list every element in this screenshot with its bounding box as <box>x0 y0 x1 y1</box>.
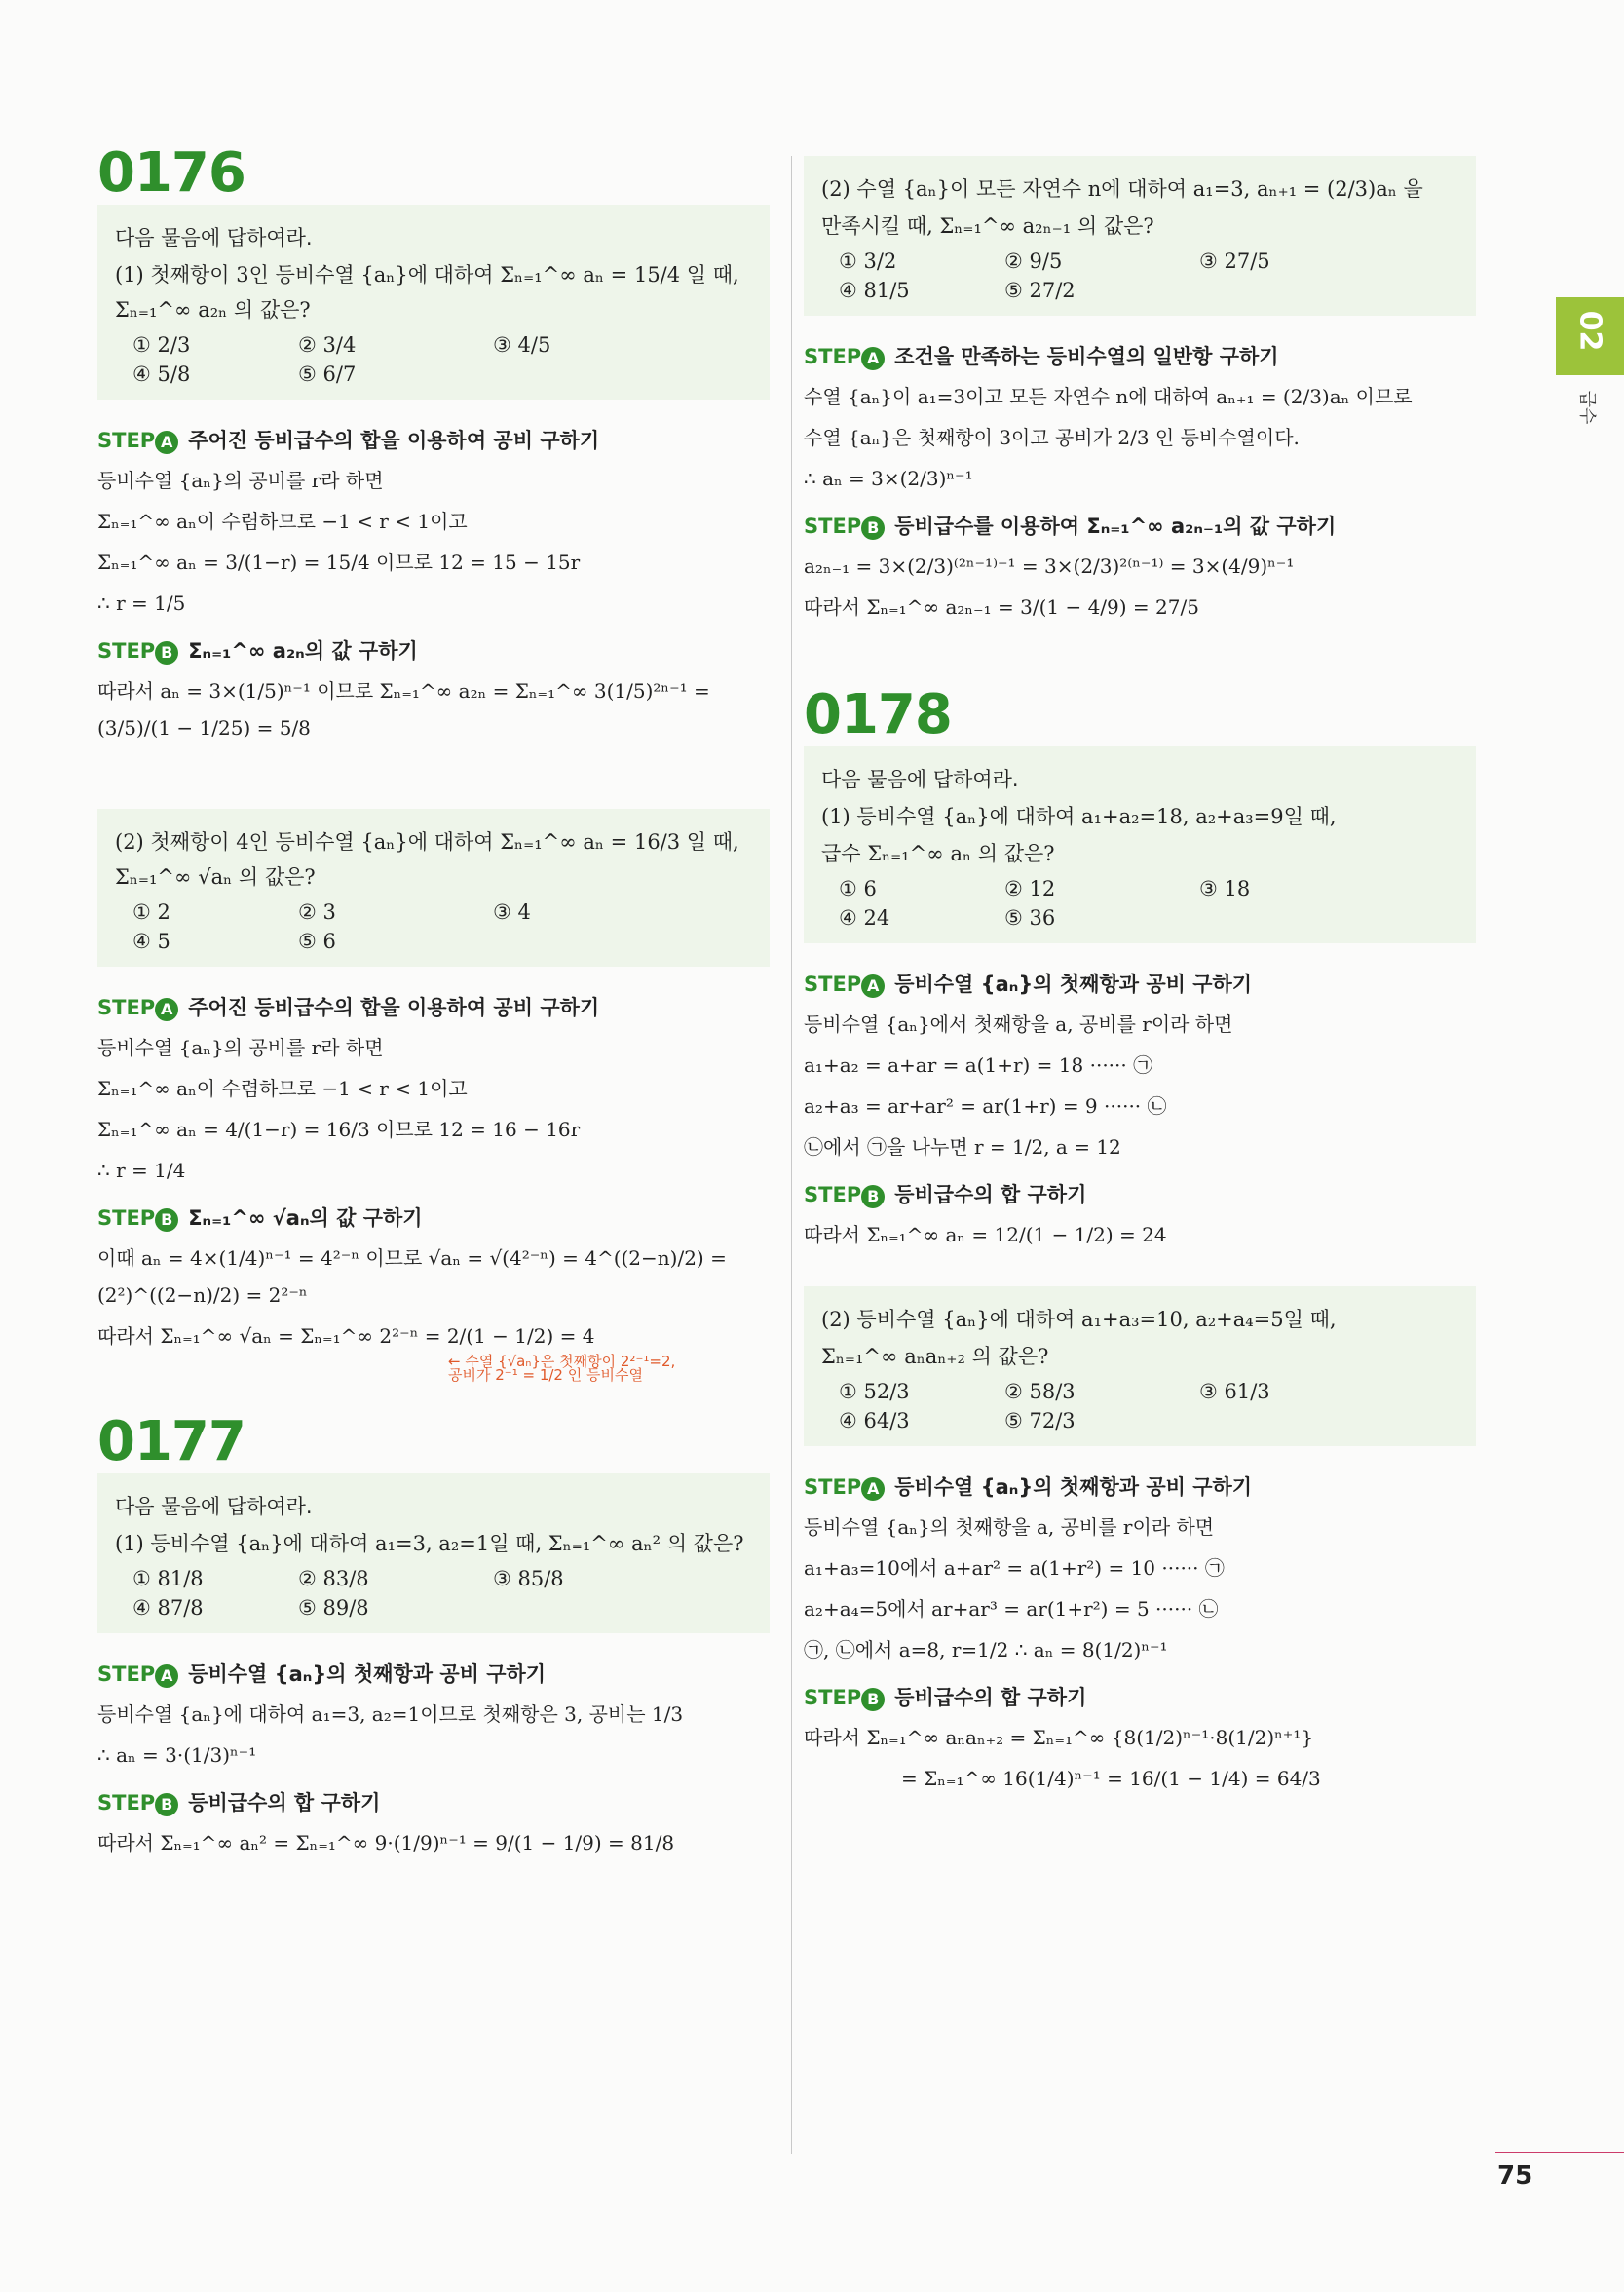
choice-list <box>839 249 1458 302</box>
solution-line: 등비수열 {aₙ}에 대하여 a₁=3, a₂=1이므로 첫째항은 3, 공비는 1/3 <box>97 1702 684 1726</box>
problem-number-0176: 0176 <box>97 141 245 205</box>
left-column <box>97 141 770 1865</box>
solution-line: 등비수열 {aₙ}에서 첫째항을 a, 공비를 r이라 하면 <box>804 1012 1233 1036</box>
choice-3: ③ 61/3 <box>1199 1380 1270 1403</box>
choice-3: ③ 4/5 <box>493 333 551 357</box>
choice-3: ③ 85/8 <box>493 1567 564 1590</box>
choice-1: ① 3/2 <box>839 249 897 273</box>
problem-number-0178: 0178 <box>804 683 952 746</box>
step-b-badge: B <box>861 1688 885 1711</box>
step-b-heading: STEP B 등비급수의 합 구하기 <box>97 1791 381 1814</box>
solution-line: 등비수열 {aₙ}의 공비를 r라 하면 <box>97 469 384 492</box>
choice-4: ④ 87/8 <box>132 1596 204 1620</box>
choice-4: ④ 5/8 <box>132 363 191 386</box>
step-a-heading: STEP A 등비수열 {aₙ}의 첫째항과 공비 구하기 <box>804 1475 1253 1499</box>
solution-line: 따라서 Σₙ₌₁^∞ aₙ = 12/(1 − 1/2) = 24 <box>804 1223 1167 1246</box>
choice-3: ③ 18 <box>1199 877 1251 900</box>
problem-intro: 다음 물음에 답하여라. <box>821 768 1019 791</box>
choice-2: ② 9/5 <box>1004 249 1063 273</box>
solution-line: ㉠, ㉡에서 a=8, r=1/2 ∴ aₙ = 8(1/2)ⁿ⁻¹ <box>804 1638 1168 1662</box>
step-a-badge: A <box>861 974 885 998</box>
question-text: (1) 등비수열 {aₙ}에 대하여 a₁+a₂=18, a₂+a₃=9일 때, <box>821 805 1337 828</box>
step-a-badge: A <box>155 431 178 454</box>
step-a-badge: A <box>861 347 885 370</box>
step-a-badge: A <box>155 1664 178 1688</box>
solution-line: a₂+a₄=5에서 ar+ar³ = ar(1+r²) = 5 ······ ㉡ <box>804 1597 1219 1621</box>
solution-line: ∴ r = 1/5 <box>97 592 186 615</box>
solution-line: ∴ aₙ = 3·(1/3)ⁿ⁻¹ <box>97 1743 257 1767</box>
solution-line: Σₙ₌₁^∞ aₙ이 수렴하므로 −1 < r < 1이고 <box>97 1077 468 1100</box>
solution-line: ㉡에서 ㉠을 나누면 r = 1/2, a = 12 <box>804 1135 1121 1159</box>
choice-5: ⑤ 6/7 <box>298 363 357 386</box>
step-a-heading: STEP A 등비수열 {aₙ}의 첫째항과 공비 구하기 <box>97 1662 547 1686</box>
choice-1: ① 2 <box>132 900 170 924</box>
choice-4: ④ 64/3 <box>839 1409 910 1432</box>
choice-2: ② 12 <box>1004 877 1056 900</box>
step-b-heading: STEP B 등비급수의 합 구하기 <box>804 1686 1087 1709</box>
choice-2: ② 3/4 <box>298 333 357 357</box>
solution-line: Σₙ₌₁^∞ aₙ이 수렴하므로 −1 < r < 1이고 <box>97 510 468 533</box>
choice-5: ⑤ 36 <box>1004 906 1056 930</box>
solution-line: 따라서 Σₙ₌₁^∞ a₂ₙ₋₁ = 3/(1 − 4/9) = 27/5 <box>804 595 1199 619</box>
choice-1: ① 81/8 <box>132 1567 204 1590</box>
step-b-badge: B <box>155 641 178 665</box>
solution-line: 따라서 Σₙ₌₁^∞ aₙ² = Σₙ₌₁^∞ 9·(1/9)ⁿ⁻¹ = 9/(1 − 1/9) = 81/8 <box>97 1831 675 1854</box>
question-text: (1) 등비수열 {aₙ}에 대하여 a₁=3, a₂=1일 때, Σₙ₌₁^∞ aₙ² 의 값은? <box>115 1532 744 1555</box>
choice-1: ① 52/3 <box>839 1380 910 1403</box>
choice-1: ① 2/3 <box>132 333 191 357</box>
step-a-heading: STEP A 조건을 만족하는 등비수열의 일반항 구하기 <box>804 345 1279 368</box>
choice-5: ⑤ 27/2 <box>1004 279 1076 302</box>
step-b-badge: B <box>155 1793 178 1816</box>
solution-line: 따라서 Σₙ₌₁^∞ √aₙ = Σₙ₌₁^∞ 2²⁻ⁿ = 2/(1 − 1/2) = 4 <box>97 1324 595 1348</box>
question-text-cont: Σₙ₌₁^∞ aₙaₙ₊₂ 의 값은? <box>821 1345 1049 1368</box>
solution-line: Σₙ₌₁^∞ aₙ = 4/(1−r) = 16/3 이므로 12 = 16 − 16r <box>97 1118 581 1141</box>
step-a-badge: A <box>861 1477 885 1501</box>
side-note: ← 수열 {√aₙ}은 첫째항이 2²⁻¹=2, <box>448 1353 676 1370</box>
solution-line: a₁+a₃=10에서 a+ar² = a(1+r²) = 10 ······ ㉠ <box>804 1556 1225 1580</box>
step-b-badge: B <box>155 1208 178 1232</box>
step-b-badge: B <box>861 1185 885 1208</box>
choice-4: ④ 5 <box>132 930 170 953</box>
choice-list <box>839 1380 1458 1432</box>
question-text: (2) 수열 {aₙ}이 모든 자연수 n에 대하여 a₁=3, aₙ₊₁ = (2/3)aₙ 을 <box>821 177 1423 201</box>
chapter-tab-label: 급수 <box>1576 390 1598 425</box>
choice-2: ② 58/3 <box>1004 1380 1076 1403</box>
solution-line: a₂ₙ₋₁ = 3×(2/3)⁽²ⁿ⁻¹⁾⁻¹ = 3×(2/3)²⁽ⁿ⁻¹⁾ = 3×(4/9)ⁿ⁻¹ <box>804 554 1295 578</box>
page-number-rule <box>1495 2152 1624 2153</box>
step-b-heading: STEP B 등비급수의 합 구하기 <box>804 1183 1087 1206</box>
problem-intro: 다음 물음에 답하여라. <box>115 226 313 249</box>
step-b-heading: STEP B Σₙ₌₁^∞ a₂ₙ의 값 구하기 <box>97 639 418 663</box>
step-a-heading: STEP A 주어진 등비급수의 합을 이용하여 공비 구하기 <box>97 996 600 1019</box>
choice-4: ④ 24 <box>839 906 890 930</box>
problem-intro: 다음 물음에 답하여라. <box>115 1495 313 1518</box>
choice-5: ⑤ 6 <box>298 930 336 953</box>
choice-list <box>132 333 752 386</box>
choice-list <box>132 1567 752 1620</box>
problem-box-0178-2 <box>804 1286 1476 1446</box>
solution-line: 등비수열 {aₙ}의 공비를 r라 하면 <box>97 1036 384 1059</box>
solution-line: a₁+a₂ = a+ar = a(1+r) = 18 ······ ㉠ <box>804 1053 1153 1077</box>
question-text: (2) 첫째항이 4인 등비수열 {aₙ}에 대하여 Σₙ₌₁^∞ aₙ = 16/3 일 때, Σₙ₌₁^∞ √aₙ 의 값은? <box>115 830 739 889</box>
right-column <box>804 156 1476 1801</box>
choice-2: ② 83/8 <box>298 1567 369 1590</box>
choice-3: ③ 27/5 <box>1199 249 1270 273</box>
choice-1: ① 6 <box>839 877 877 900</box>
solution-line: ∴ aₙ = 3×(2/3)ⁿ⁻¹ <box>804 467 973 490</box>
question-text-cont: 급수 Σₙ₌₁^∞ aₙ 의 값은? <box>821 842 1055 865</box>
problem-box-0178-1 <box>804 746 1476 943</box>
page-number: 75 <box>1497 2161 1533 2191</box>
choice-3: ③ 4 <box>493 900 531 924</box>
choice-list <box>839 877 1458 930</box>
solution-line: 따라서 Σₙ₌₁^∞ aₙaₙ₊₂ = Σₙ₌₁^∞ {8(1/2)ⁿ⁻¹·8(1/2)ⁿ⁺¹} <box>804 1726 1314 1749</box>
solution-line: Σₙ₌₁^∞ aₙ = 3/(1−r) = 15/4 이므로 12 = 15 − 15r <box>97 551 581 574</box>
question-text: (1) 첫째항이 3인 등비수열 {aₙ}에 대하여 Σₙ₌₁^∞ aₙ = 15/4 일 때, Σₙ₌₁^∞ a₂ₙ 의 값은? <box>115 263 739 322</box>
problem-box-0176-2 <box>97 809 770 967</box>
question-text: (2) 등비수열 {aₙ}에 대하여 a₁+a₃=10, a₂+a₄=5일 때, <box>821 1308 1337 1331</box>
side-note: 공비가 2⁻¹ = 1/2 인 등비수열 <box>448 1366 643 1384</box>
question-text-cont: 만족시킬 때, Σₙ₌₁^∞ a₂ₙ₋₁ 의 값은? <box>821 214 1154 238</box>
choice-5: ⑤ 89/8 <box>298 1596 369 1620</box>
chapter-tab-number: 02 <box>1572 310 1607 352</box>
problem-box-0177-1 <box>97 1473 770 1633</box>
solution-line: 따라서 aₙ = 3×(1/5)ⁿ⁻¹ 이므로 Σₙ₌₁^∞ a₂ₙ = Σₙ₌₁^∞ 3(1/5)²ⁿ⁻¹ = (3/5)/(1 − 1/25) = 5/8 <box>97 679 710 740</box>
solution-line: 등비수열 {aₙ}의 첫째항을 a, 공비를 r이라 하면 <box>804 1515 1215 1539</box>
column-divider <box>791 156 792 2154</box>
problem-box-0176-1 <box>97 205 770 400</box>
step-b-heading: STEP B Σₙ₌₁^∞ √aₙ의 값 구하기 <box>97 1206 423 1230</box>
step-a-badge: A <box>155 998 178 1021</box>
choice-2: ② 3 <box>298 900 336 924</box>
choice-4: ④ 81/5 <box>839 279 910 302</box>
step-b-heading: STEP B 등비급수를 이용하여 Σₙ₌₁^∞ a₂ₙ₋₁의 값 구하기 <box>804 515 1337 538</box>
choice-list <box>132 900 752 953</box>
step-a-heading: STEP A 주어진 등비급수의 합을 이용하여 공비 구하기 <box>97 429 600 452</box>
step-b-badge: B <box>861 516 885 540</box>
solution-line: 이때 aₙ = 4×(1/4)ⁿ⁻¹ = 4²⁻ⁿ 이므로 √aₙ = √(4²⁻ⁿ) = 4^((2−n)/2) = (2²)^((2−n)/2) = 2²⁻ⁿ <box>97 1246 727 1307</box>
solution-line: ∴ r = 1/4 <box>97 1159 186 1182</box>
solution-line: 수열 {aₙ}이 a₁=3이고 모든 자연수 n에 대하여 aₙ₊₁ = (2/3)aₙ 이므로 <box>804 385 1413 408</box>
problem-box-0177-2 <box>804 156 1476 316</box>
solution-line: a₂+a₃ = ar+ar² = ar(1+r) = 9 ······ ㉡ <box>804 1094 1167 1118</box>
step-a-heading: STEP A 등비수열 {aₙ}의 첫째항과 공비 구하기 <box>804 973 1253 996</box>
solution-line: = Σₙ₌₁^∞ 16(1/4)ⁿ⁻¹ = 16/(1 − 1/4) = 64/3 <box>901 1767 1321 1790</box>
problem-number-0177: 0177 <box>97 1410 245 1473</box>
solution-line: 수열 {aₙ}은 첫째항이 3이고 공비가 2/3 인 등비수열이다. <box>804 426 1300 449</box>
choice-5: ⑤ 72/3 <box>1004 1409 1076 1432</box>
